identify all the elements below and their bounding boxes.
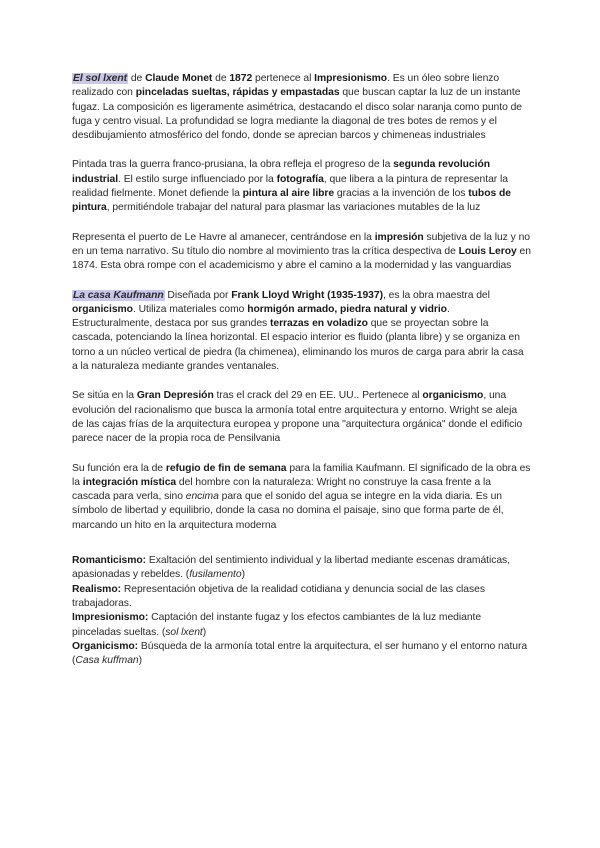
glossary-definition: Búsqueda de la armonía total entre la arquitectura, el ser humano y el entorno natura ( xyxy=(72,640,528,667)
bold-term: Gran Depresión xyxy=(136,390,214,402)
glossary-item-organicismo xyxy=(72,640,531,669)
bold-term: segunda revolución industrial xyxy=(72,159,490,185)
paragraph-kaufmann-context xyxy=(72,389,531,446)
text-run: gracias a la invención de los xyxy=(334,188,469,200)
glossary-term: Organicismo: xyxy=(72,640,139,652)
bold-term: organicismo xyxy=(422,390,484,402)
text-run: ) xyxy=(138,655,143,667)
text-run: Su función era la de xyxy=(72,462,166,474)
text-run: Representa el puerto de Le Havre al amanecer, centrándose en la xyxy=(72,231,375,243)
paragraph-monet-context xyxy=(72,158,531,215)
text-run: , que libera a la pintura de representar la realidad fielmente. Monet defiende la xyxy=(72,173,508,200)
glossary-definition: Representación objetiva de la realidad cotidiana y denuncia social de las clases trabajadoras. xyxy=(72,583,485,609)
text-run: . Es un óleo sobre lienzo realizado con xyxy=(72,73,500,99)
text-run: . El estilo surge influenciado por la xyxy=(118,173,277,185)
italic-term: encima xyxy=(185,491,219,503)
text-run: Se sitúa en la xyxy=(72,390,137,402)
paragraph-kaufmann-analysis xyxy=(72,289,531,375)
glossary-item-realismo xyxy=(72,583,531,612)
glossary-term: Impresionismo: xyxy=(72,612,149,624)
text-run: , una evolución del racionalismo que busca la armonía total entre arquitectura y entorno. Wright se aleja de las cajas frías de la arquitectura europea y propone una "arquitectura orgánica" donde el edificio parece nacer de la propia roca de Pensilvania xyxy=(72,390,523,445)
text-run: que buscan captar la luz de un instante fugaz. La composición es ligeramente asimétrica, destacando el disco solar naranja como punto de fuga y centro visual. La profundidad se logra mediante la diagonal de tres botes de remos y el desdibujamiento atmosférico del fondo, donde se aprecian barcos y chimeneas industriales xyxy=(72,87,523,142)
text-run: Diseñada por xyxy=(164,289,232,301)
bold-term: tubos de pintura xyxy=(72,188,511,214)
text-run: Pintada tras la guerra franco-prusiana, la obra refleja el progreso de la xyxy=(72,159,394,171)
glossary-term: Realismo: xyxy=(72,583,121,595)
bold-term: pinceladas sueltas, rápidas y empastadas xyxy=(135,87,340,99)
bold-term: organicismo xyxy=(72,303,133,315)
paragraph-monet-analysis xyxy=(72,72,531,143)
text-run: de xyxy=(128,73,146,84)
glossary-definition: Captación del instante fugaz y los efectos cambiantes de la luz mediante pinceladas sueltas. ( xyxy=(72,612,482,638)
bold-term: refugio de fin de semana xyxy=(165,462,287,474)
text-run: para la familia Kaufmann. El significado de la obra es la xyxy=(72,462,531,488)
bold-term: impresión xyxy=(374,231,424,243)
text-run: en 1874. Esta obra rompe con el academicismo y abre el camino a la modernidad y las vanguardias xyxy=(72,245,531,272)
artwork-title-highlight: La casa Kaufmann xyxy=(73,289,164,301)
document-body xyxy=(72,72,531,668)
text-run: . Utiliza materiales como xyxy=(132,303,248,315)
bold-term: fotografía xyxy=(276,173,324,185)
text-run: ) xyxy=(202,626,207,638)
glossary-definition: Exaltación del sentimiento individual y la libertad mediante escenas dramáticas, apasionadas y rebeldes. ( xyxy=(72,555,511,581)
bold-term: Claude Monet xyxy=(145,73,213,84)
bold-term: 1872 xyxy=(229,73,253,84)
glossary-example: Casa kuffman xyxy=(75,655,139,667)
bold-term: terrazas en voladizo xyxy=(269,318,368,330)
text-run: que se proyectan sobre la cascada, potenciando la línea horizontal. El espacio interior es fluido (planta libre) y se organiza en torno a un núcleo vertical de piedra (la chimenea), eliminando los muros de carga para abrir la casa a la naturaleza mediante grandes ventanales. xyxy=(72,318,524,373)
bold-term: integración mística xyxy=(82,476,177,488)
text-run: . Estructuralmente, destaca por sus grandes xyxy=(72,303,450,330)
glossary-example: sol lxent xyxy=(165,626,203,638)
paragraph-monet-meaning xyxy=(72,231,531,274)
artwork-title-highlight: El sol lxent xyxy=(73,73,128,84)
text-run: subjetiva de la luz y no en un tema narrativo. Su título dio nombre al movimiento tras la crítica despectiva de xyxy=(72,231,530,257)
paragraph-kaufmann-meaning xyxy=(72,462,531,533)
glossary-term: Romanticismo: xyxy=(72,555,147,567)
bold-term: Frank Lloyd Wright (1935-1937) xyxy=(231,289,383,301)
bold-term: Louis Leroy xyxy=(458,245,517,257)
glossary-item-impresionismo xyxy=(72,611,531,640)
text-run: , es la obra maestra del xyxy=(382,289,490,301)
text-run: tras el crack del 29 en EE. UU.. Pertenece al xyxy=(213,390,423,402)
text-run: de xyxy=(212,73,230,84)
bold-term: Impresionismo xyxy=(314,73,388,84)
text-run: para que el sonido del agua se integre en la vida diaria. Es un símbolo de libertad y equilibrio, donde la casa no domina el paisaje, sino que forma parte de él, marcando un hito en la arquitectura moderna xyxy=(72,491,504,531)
text-run: ) xyxy=(241,569,245,581)
glossary-example: fusilamento xyxy=(189,569,242,581)
text-run: , permitiéndole trabajar del natural para plasmar las variaciones mutables de la luz xyxy=(106,202,481,214)
text-run: pertenece al xyxy=(252,73,315,84)
bold-term: hormigón armado, piedra natural y vidrio xyxy=(247,303,447,315)
bold-term: pintura al aire libre xyxy=(242,188,335,200)
glossary-item-romanticismo xyxy=(72,554,531,583)
text-run: del hombre con la naturaleza: Wright no construye la casa frente a la cascada para verla, sino xyxy=(72,476,491,503)
